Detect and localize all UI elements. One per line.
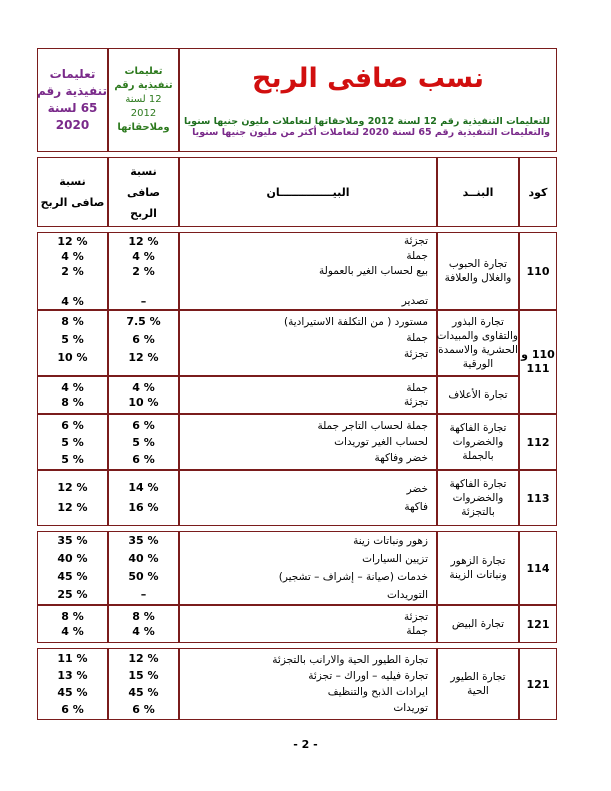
header-2012-line: 12 لسنة [125, 94, 162, 105]
item-line: جملة [406, 625, 428, 637]
pct-value: 12 % [128, 351, 159, 364]
band-line: والخضروات [452, 436, 504, 448]
row-code: 113 [519, 470, 557, 526]
item-line: تجزئة [403, 234, 428, 247]
item-line: جملة [406, 249, 428, 262]
pct-value: 4 % [61, 381, 84, 394]
pct-value: 5 % [61, 435, 84, 449]
row-pct-2012 [108, 232, 179, 310]
pct-value: 45 % [57, 686, 88, 699]
pct-value: 45 % [128, 686, 159, 699]
row-code: 112 [519, 414, 557, 470]
header-2020-line: تنفيذية رقم [36, 84, 107, 98]
pct-value: 6 % [61, 703, 84, 716]
pct-value: 35 % [57, 534, 88, 547]
profit-table [37, 48, 557, 720]
pct-value: 12 % [57, 481, 88, 494]
table-row [37, 232, 557, 310]
pct-value: 35 % [128, 534, 159, 547]
header-2020-line: 2020 [55, 118, 90, 132]
row-pct-2020 [37, 470, 108, 526]
header-2012-line: تنفيذية رقم [114, 80, 173, 91]
item-line: تجزئة [403, 396, 428, 408]
table-row [37, 470, 557, 526]
document-page [37, 48, 557, 728]
row-pct-2020 [37, 531, 108, 605]
pct-value: 14 % [128, 481, 159, 494]
col-header-pct-line: صافى الربح [40, 196, 105, 209]
pct-value: 12 % [57, 234, 88, 248]
pct-value: 12 % [128, 234, 159, 248]
row-pct-2020 [37, 605, 108, 643]
pct-value: 12 % [57, 501, 88, 514]
pct-value: 4 % [61, 294, 84, 308]
header-2012-line: تعليمات [124, 66, 163, 77]
row-items [179, 310, 437, 376]
item-line: خضر وفاكهة [374, 452, 428, 464]
item-line: تصدير [401, 294, 428, 307]
pct-value: 45 % [57, 570, 88, 583]
band-line: ونباتات الزينة [449, 569, 507, 581]
header-2012-line: 2012 [130, 108, 157, 119]
item-line: جملة [406, 382, 428, 394]
band-line: بالجملة [462, 450, 494, 462]
header-2012-cell [108, 48, 179, 152]
subtitle-2012: للتعليمات التنفيذية رقم 12 لسنة 2012 وملاحقاتها لتعاملات مليون جنيها سنويا [184, 116, 550, 127]
pct-value: 4 % [132, 249, 155, 263]
pct-value: 2 % [61, 264, 84, 278]
row-pct-2020 [37, 310, 108, 376]
pct-value: 40 % [57, 552, 88, 565]
pct-value: 5 % [61, 452, 84, 466]
row-band [437, 232, 519, 310]
row-band [437, 310, 519, 376]
col-header-band: البنــد [437, 157, 519, 227]
row-code: 121 [519, 605, 557, 643]
row-band [437, 531, 519, 605]
row-pct-2012 [108, 310, 179, 376]
pct-value: 16 % [128, 501, 159, 514]
pct-value: 40 % [128, 552, 159, 565]
table-row [37, 531, 557, 605]
band-line: تجارة الفاكهة [449, 422, 507, 434]
band-line: والتقاوى والمبيدات [436, 330, 518, 342]
row-pct-2020 [37, 648, 108, 720]
row-pct-2012 [108, 376, 179, 414]
pct-value: 6 % [132, 418, 155, 432]
row-band: تجارة الأعلاف [437, 376, 519, 414]
pct-value: 4 % [61, 625, 84, 638]
pct-value: 4 % [61, 249, 84, 263]
item-line: التوريدات [386, 589, 428, 601]
row-items [179, 376, 437, 414]
pct-value: – [140, 588, 147, 601]
item-line [180, 279, 428, 294]
row-pct-2012 [108, 605, 179, 643]
item-line: خدمات (صيانة – إشراف – تشجير) [278, 571, 428, 583]
pct-value: 6 % [132, 333, 155, 346]
col-header-pct-line: نسبة [59, 175, 86, 188]
page-title: نسب صافى الربح [251, 63, 484, 94]
item-line: تجزئة [403, 611, 428, 623]
col-header-bayan: البيــــــــــــــان [179, 157, 437, 227]
pct-value: 8 % [61, 315, 84, 328]
row-pct-2012 [108, 648, 179, 720]
item-line: ايرادات الذبح والتنظيف [327, 686, 428, 698]
item-line: خضر [406, 483, 428, 495]
pct-value: 13 % [57, 669, 88, 682]
row-band [437, 414, 519, 470]
row-pct-2020 [37, 414, 108, 470]
pct-value: 11 % [57, 652, 88, 665]
pct-value: 8 % [61, 396, 84, 409]
row-band [437, 470, 519, 526]
pct-value: – [140, 294, 147, 308]
col-header-pct-line: نسبة [130, 164, 157, 178]
band-line: تجارة البذور [452, 316, 504, 328]
row-pct-2012 [108, 414, 179, 470]
item-line: تزيين السيارات [362, 553, 428, 565]
pct-value: 15 % [128, 669, 159, 682]
pct-value: 7.5 % [126, 315, 161, 328]
item-line: جملة لحساب التاجر جملة [317, 420, 428, 432]
row-code: 114 [519, 531, 557, 605]
col-header-code: كود [519, 157, 557, 227]
header-2012-line: وملاحقاتها [117, 122, 170, 133]
item-line: تجزئة [403, 348, 428, 360]
band-line: تجارة الحبوب [448, 258, 508, 270]
item-line: توريدات [393, 702, 428, 714]
pct-value: 4 % [132, 625, 155, 638]
item-line: زهور ونباتات زينة [353, 535, 428, 547]
row-items [179, 531, 437, 605]
band-line: تجارة الزهور [450, 555, 506, 567]
row-band: تجارة الطيور الحية [437, 648, 519, 720]
band-line: الورقية [462, 358, 494, 370]
table-row [37, 376, 557, 414]
col-header-pct-line: الربح [130, 206, 157, 220]
page-number: - 2 - [293, 738, 318, 751]
pct-value: 8 % [61, 610, 84, 623]
row-pct-2012 [108, 470, 179, 526]
item-line: تجارة الطيور الحية والارانب بالتجزئة [272, 654, 428, 666]
row-items [179, 605, 437, 643]
subtitle-2020: والتعليمات التنفيذية رقم 65 لسنة 2020 لتعاملات أكثر من مليون جنيها سنويا [192, 127, 550, 138]
pct-value: 50 % [128, 570, 159, 583]
table-row [37, 414, 557, 470]
band-line: والغلال والعلافة [444, 272, 512, 284]
pct-value: 5 % [61, 333, 84, 346]
pct-value: 4 % [132, 381, 155, 394]
col-header-pct-2020 [37, 157, 108, 227]
pct-value: 2 % [132, 264, 155, 278]
row-items [179, 232, 437, 310]
row-items [179, 414, 437, 470]
band-line: بالتجزئة [461, 506, 495, 518]
pct-value [38, 279, 107, 294]
row-items [179, 470, 437, 526]
pct-value: 10 % [57, 351, 88, 364]
header-2020-cell [37, 48, 108, 152]
row-pct-2012 [108, 531, 179, 605]
item-line: مستورد ( من التكلفة الاستيرادية) [284, 316, 428, 328]
row-items [179, 648, 437, 720]
item-line: بيع لحساب الغير بالعمولة [319, 264, 428, 277]
row-pct-2020 [37, 376, 108, 414]
pct-value [109, 279, 178, 294]
pct-value: 6 % [132, 452, 155, 466]
header-2020-line: 65 لسنة [47, 101, 98, 115]
band-line: الحشرية والاسمدة [438, 344, 518, 356]
band-line: والخضروات [452, 492, 504, 504]
col-header-pct-2012 [108, 157, 179, 227]
pct-value: 10 % [128, 396, 159, 409]
pct-value: 5 % [132, 435, 155, 449]
row-code: 110 [519, 232, 557, 310]
col-header-pct-line: صافى [126, 185, 161, 199]
item-line: تجارة فيليه – اوراك – تجزئة [308, 670, 428, 682]
table-row [37, 605, 557, 643]
item-line: فاكهة [404, 501, 428, 513]
pct-value: 25 % [57, 588, 88, 601]
item-line: لحساب الغير توريدات [334, 436, 428, 448]
pct-value: 8 % [132, 610, 155, 623]
table-row [37, 648, 557, 720]
pct-value: 6 % [132, 703, 155, 716]
pct-value: 12 % [128, 652, 159, 665]
title-cell [179, 48, 557, 152]
pct-value: 6 % [61, 418, 84, 432]
item-line: جملة [406, 332, 428, 344]
row-pct-2020 [37, 232, 108, 310]
header-2020-line: تعليمات [49, 67, 96, 81]
row-code: 121 [519, 648, 557, 720]
row-code: 110 و 111 [519, 310, 557, 414]
row-band: تجارة البيض [437, 605, 519, 643]
band-line: تجارة الفاكهة [449, 478, 507, 490]
table-row [37, 310, 557, 376]
